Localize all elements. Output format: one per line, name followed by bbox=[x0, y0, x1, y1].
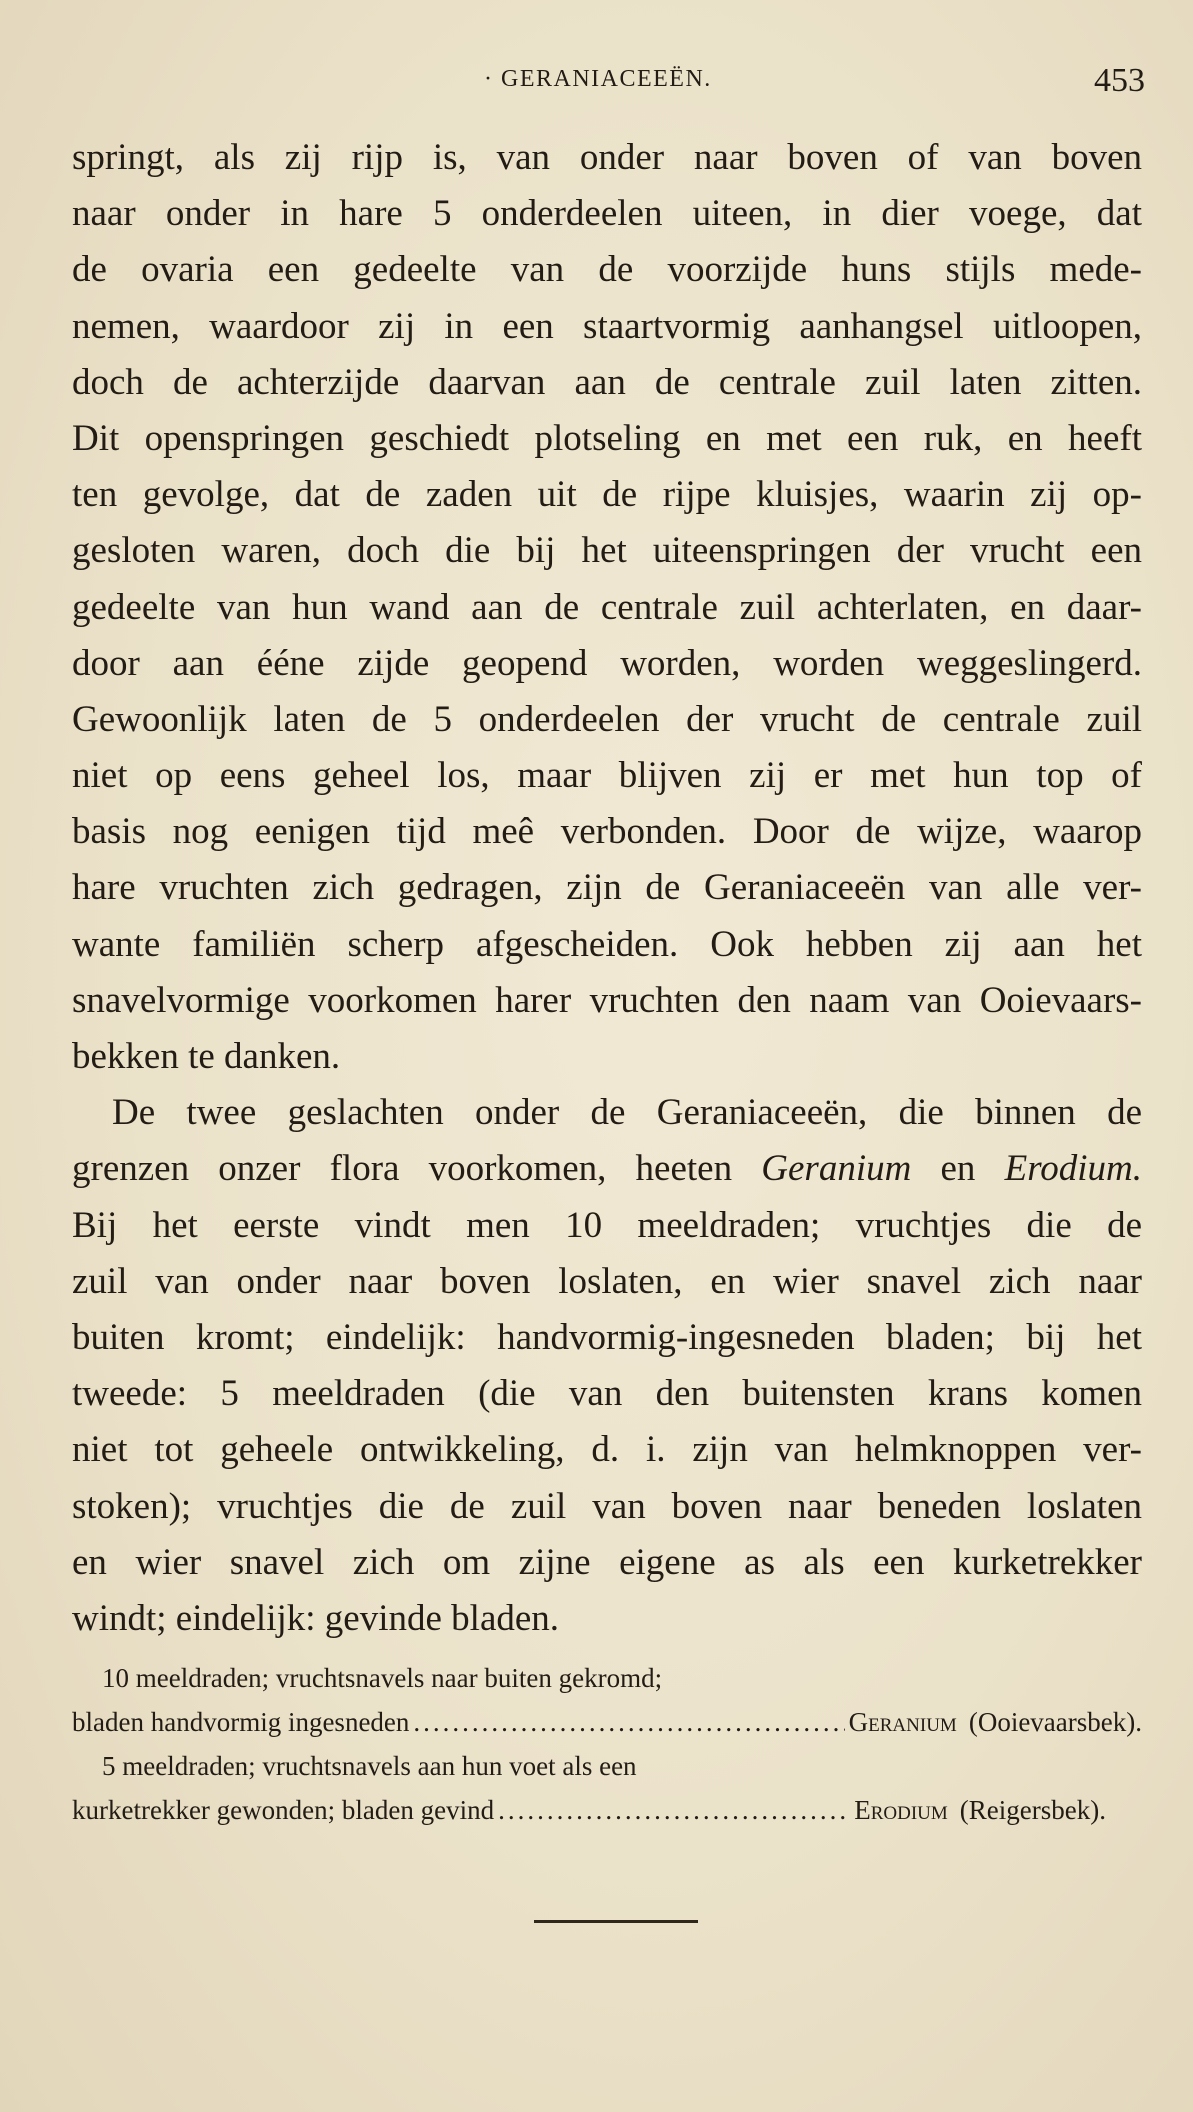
text-line: tweede: 5 meeldraden (die van den buitensten krans komen bbox=[72, 1373, 1142, 1415]
text-line: De twee geslachten onder de Geraniaceeën, die binnen de bbox=[112, 1092, 1142, 1134]
text-line: naar onder in hare 5 onderdeelen uiteen, in dier voege, dat bbox=[72, 193, 1142, 235]
text-line: gedeelte van hun wand aan de centrale zuil achterlaten, en daar- bbox=[72, 586, 1142, 628]
dot-leader bbox=[498, 1788, 850, 1832]
text-fragment: en bbox=[911, 1148, 1005, 1190]
key-line: 10 meeldraden; vruchtsnavels naar buiten gekromd; bbox=[102, 1663, 663, 1693]
text-line: en wier snavel zich om zijne eigene as als een kurketrekker bbox=[72, 1541, 1142, 1583]
key-genus: Erodium bbox=[854, 1795, 948, 1825]
page-number: 453 bbox=[1094, 62, 1145, 99]
dot-leader bbox=[413, 1700, 844, 1744]
key-entry-geranium bbox=[72, 1656, 1142, 1744]
key-line: 5 meeldraden; vruchtsnavels aan hun voet als een bbox=[102, 1751, 637, 1781]
text-line: doch de achterzijde daarvan aan de centrale zuil laten zitten. bbox=[72, 361, 1142, 403]
text-line: springt, als zij rijp is, van onder naar boven of van boven bbox=[72, 137, 1142, 178]
section-rule bbox=[534, 1920, 698, 1923]
text-line: gesloten waren, doch die bij het uiteenspringen der vrucht een bbox=[72, 530, 1142, 572]
text-line: windt; eindelijk: gevinde bladen. bbox=[72, 1597, 560, 1639]
genus-name-erodium: Erodium. bbox=[1004, 1148, 1142, 1190]
text-line: hare vruchten zich gedragen, zijn de Geraniaceeën van alle ver- bbox=[72, 867, 1142, 909]
key-line bbox=[72, 1700, 1142, 1744]
text-line-with-genera bbox=[72, 1141, 1142, 1197]
text-line: buiten kromt; eindelijk: handvormig-ingesneden bladen; bij het bbox=[72, 1316, 1142, 1358]
text-line: niet op eens geheel los, maar blijven zij er met hun top of bbox=[72, 755, 1142, 797]
text-line: de ovaria een gedeelte van de voorzijde huns stijls mede- bbox=[72, 249, 1142, 291]
text-line: Dit openspringen geschiedt plotseling en met een ruk, en heeft bbox=[72, 417, 1142, 459]
key-line bbox=[72, 1788, 1142, 1832]
key-genus: Geranium bbox=[848, 1707, 957, 1737]
text-line: niet tot geheele ontwikkeling, d. i. zijn van helmknoppen ver- bbox=[72, 1429, 1142, 1471]
running-head: · GERANIACEEËN. bbox=[484, 66, 712, 92]
text-line: zuil van onder naar boven loslaten, en wier snavel zich naar bbox=[72, 1260, 1142, 1302]
key-text: kurketrekker gewonden; bladen gevind bbox=[72, 1795, 495, 1825]
text-line: Bij het eerste vindt men 10 meeldraden; vruchtjes die de bbox=[72, 1204, 1142, 1246]
text-line: Gewoonlijk laten de 5 onderdeelen der vrucht de centrale zuil bbox=[72, 698, 1142, 740]
text-fragment: grenzen onzer flora voorkomen, heeten bbox=[72, 1148, 762, 1190]
identification-key bbox=[72, 1656, 1142, 1832]
key-common-name: (Ooievaarsbek). bbox=[968, 1707, 1142, 1737]
body-text bbox=[72, 130, 1142, 1647]
text-line: nemen, waardoor zij in een staartvormig aanhangsel uitloopen, bbox=[72, 305, 1142, 347]
key-entry-erodium bbox=[72, 1744, 1142, 1832]
text-line: ten gevolge, dat de zaden uit de rijpe kluisjes, waarin zij op- bbox=[72, 474, 1142, 516]
text-line: bekken te danken. bbox=[72, 1036, 341, 1077]
text-line: snavelvormige voorkomen harer vruchten den naam van Ooievaars- bbox=[72, 979, 1142, 1021]
text-line: wante familiën scherp afgescheiden. Ook hebben zij aan het bbox=[72, 923, 1142, 965]
text-line: basis nog eenigen tijd meê verbonden. Door de wijze, waarop bbox=[72, 811, 1142, 853]
genus-name-geranium: Geranium bbox=[761, 1148, 912, 1190]
key-text: bladen handvormig ingesneden bbox=[72, 1707, 410, 1737]
text-line: door aan ééne zijde geopend worden, worden weggeslingerd. bbox=[72, 642, 1142, 684]
text-line: stoken); vruchtjes die de zuil van boven naar beneden loslaten bbox=[72, 1485, 1142, 1527]
page-header bbox=[0, 60, 1193, 108]
key-common-name: (Reigersbek). bbox=[959, 1795, 1106, 1825]
